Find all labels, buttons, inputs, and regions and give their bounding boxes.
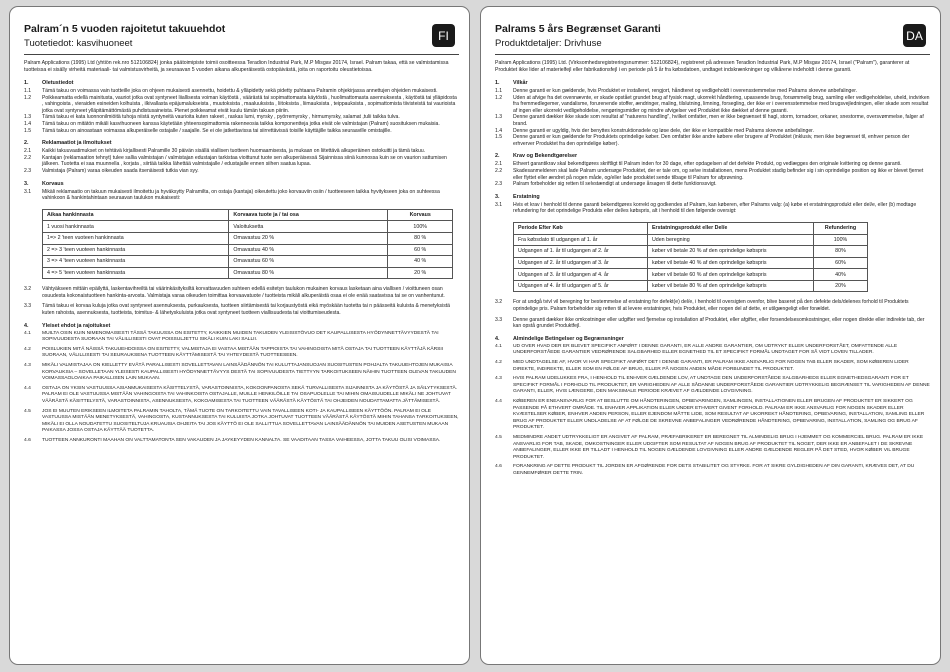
page-subtitle: Produktdetaljer: Drivhuse xyxy=(495,38,602,49)
clause-number: 2.3 xyxy=(24,167,32,174)
clause-number: 3.3 xyxy=(495,316,503,323)
clause-number: 4.3 xyxy=(24,363,31,369)
clause xyxy=(24,95,459,115)
clause xyxy=(24,286,459,299)
clause-text: Denne garanti dækker ikke skade som resultat af "naturens handling", hvilket omfatter, men er ikke begrænset til hagl, storm, tornadoer, orkaner, snestorme, oversvømmelse, falger af brand. xyxy=(513,114,924,127)
clause xyxy=(495,161,930,168)
table-row xyxy=(43,256,453,268)
clause-text: JOS EI MUUTEN ERIKSEEN ILMOITETA PALRAMIN TAHOLTA, TÄMÄ TUOTE ON TARKOITETTU VAIN TAVALLISEEN KOTI- JA KAUPALLISEEN KÄYTTÖÖN. PALRAM EI OLE VASTUUSSA MISTÄÄN MENETYKSESTÄ, VAHINGOSTA, KUSTANNUKSESTA TAI KULUISTA JOTKA JOHTUVAT TUOTTEEN VÄÄRÄSTÄ KÄYTÖSTÄ MIHIN TAHANSA TARKOITUKSEEN, MIKÄLI EI OLLA NOUDATETTU SUOSITELTUJA KRUAUSIA OHJEITA TAI JOS KÄYTTÖ EI OLE SALLITTUA SOVELLETTAVAN LAINSÄÄDÄNNÖN TAI MUIDEN ASETUSTEN MUKAAN PAIKASSA JOSSA OSTAJA KÄYTTÄÄ TUOTETTA. xyxy=(42,408,459,434)
sections-1-3 xyxy=(495,80,930,215)
clause-text: Tämä takuu ei kata luonnonilmiöitä tuhoja niistä syntyneitä vaurioita kuten rakeet , raskas lumi, myrsky , pyörremyrsky , hirmumyrsky, salamat ,tulii taikka tulva. xyxy=(42,114,400,121)
table-row xyxy=(43,232,453,244)
clause xyxy=(24,438,459,445)
table-cell: 3 => 4 'teen vuoteen hankinnasta xyxy=(43,256,229,268)
clause-number: 4.2 xyxy=(24,346,31,352)
clause-text: MED UNDTAGELSE AF, HVOR VI HAR SPECIFIKT ANFØRT DET I DENNE GARANTI, ER PALRAM IKKE ANSVARLIG FOR NOGEN TAB ELLER SKADER, SOM KØBEREN LIDER DIREKTE, INDIREKTE, ELLER SOM EN FØLGE AF BRUG, ELLER PÅ NOGEN ANDEN MÅDE FORBUNDET TIL PRODUKTET. xyxy=(513,360,909,372)
clause-number: 2.2 xyxy=(495,167,503,174)
clause-number: 1.4 xyxy=(495,127,503,134)
section-4 xyxy=(24,323,459,445)
clause xyxy=(24,347,459,360)
table-cell: 40% xyxy=(813,269,867,281)
table-header: Korvaava tuote ja / tai osa xyxy=(229,209,388,221)
section-number: 1. xyxy=(24,80,29,86)
clause xyxy=(495,202,930,215)
table-row xyxy=(514,246,868,258)
section-title: Yleiset ehdot ja rajoitukset xyxy=(42,322,111,329)
clause-text: Tämä takuu on ainoastaan voimassa alkuperäiselle ostajalle / saajalle. Se ei ole jatkettavissa tai siirrettävissä toisille käyttäjille taikka seuraaville omistajille. xyxy=(42,127,392,134)
table-cell: 80 % xyxy=(388,232,453,244)
clause-text: Skadesanmelderen skal lade Palram undersøge Produktet, der er tale om, og selve installationen, mens Produktet stadig befinder sig i sin oprindelige position og ikke er blevet fjernet eller flyttet eller ændret på nogen måde, og/eller lade produktet sende tilbage til Palram for afprøvning. xyxy=(513,167,924,181)
table-cell: køber vil betale 40 % af den oprindelige købspris xyxy=(647,257,813,269)
clause-number: 2.1 xyxy=(24,148,32,155)
table-cell: 1 vuosi hankinnasta xyxy=(43,221,229,233)
clause-number: 1.5 xyxy=(24,127,32,134)
clause-number: 4.6 xyxy=(495,464,502,470)
clause xyxy=(495,88,930,95)
section-2 xyxy=(24,140,459,174)
intro-paragraph: Palram Applications (1995) Ltd. (Virksomhedsregistreringsnummer: 512106824), registreret på adressen Teradion Industrial Park, M.P Misgav 20174, Israel ("Palram"), garanterer at Produktet ikke lider af materielfejl eller fabrikationsfejl i en periode på 5 år fra købsdatoen, undtaget indskrænkninger og vilkårene indeholdt i denne garanti. xyxy=(495,60,910,73)
section-number: 3. xyxy=(24,180,29,187)
table-cell: Udgangen af 3. år til udgangen af 4. år xyxy=(514,269,648,281)
clause-number: 1.1 xyxy=(495,88,503,94)
clause-number: 4.3 xyxy=(495,376,502,382)
table-cell: 20 % xyxy=(388,267,453,279)
clause-text: OSTAJA ON YKSIN VASTUUSSA ASIANMUKAISESTA KÄSITTELYSTÄ, VARASTOINNISTA, KOKOONPANOSTA SEKÄ TURVALLISESTA SIJAINNISTA JA KÄYTÖSTÄ JA SÄILYTYKSESTÄ. PALRAM EI OLE VASTUUSSA MISTÄÄN VAHINGOISTA TAI VAHINKOISTA OSTAJALLE, MUILLE HENKILÖILLE TAI OSAPUOLELLE TAI MIHIN OMAISUUDELLE MIKÄLI NE JOHTUVAT VÄÄRÄSTÄ KÄSITTELYSTÄ, VARASTOINNISTA, ASENNUKSESTA, KOKOAMISESTA TAI TUOTTEEN VÄÄRÄSTÄ KÄYTÖSTÄ TAI OHJEIDEN NOUDATTAMATTA JÄTTÄMISESTÄ. xyxy=(42,385,458,404)
clause xyxy=(495,399,930,432)
section-heading xyxy=(495,153,930,159)
clause-number: 2.3 xyxy=(495,181,503,188)
table-cell: 1=> 2 'teen vuoteen hankinnasta xyxy=(43,232,229,244)
clause-text: MIKÄLI VALMISTAJAA ON KIELLETTY EVÄTÄ PARALLISESTI SOVELLETTAVAN LAINSÄÄDÄNNÖN TAI KULUTTAJANSUOJAN SUOSITUSTEN POHJALTA TAKUUEHTOJEN MUKAISIA KORVAUKSIA – SOVELLETAAN YLEISESTI KAUPALLISESTI HYÖDYNNETTÄVYYS DESTÄ TAI SOPIVUUDESTA TIETTYYN TARKOITUKSEEN NÄIHIN TUOTTEEN OLEVAN TAKUUDEN VOIMASSAOLOAIKAA PAIKALLISEN LAIN MUKAAN. xyxy=(42,363,456,382)
section-3 xyxy=(495,194,930,215)
clause xyxy=(495,134,930,147)
clause xyxy=(495,168,930,181)
clause xyxy=(495,95,930,115)
table-header: Periode Efter Køb xyxy=(514,222,648,234)
clause-text: Poikkeamatta edellä mainitusta, vauriot jotka ovat syntyneet liiallisesta voiman käytöstä , väärästä tai sopimattomasta käytöstä , huolimattomasta asennuksesta , käytöstä tai ylläpidosta , vahingoista , vieraiden esineiden kolhuista , ilkivallasta epäjumalukseista , muutoksista , maaluuksista , liitoksista , liimauksista , teippauksista , sopimattomista tiivisteistä tai vaurioista jotka ovat syntyneet ylläpitämättömästä puhdistusaineista. Pienet poikkeamat eivät kuulu tämän takuun piiriin. xyxy=(42,94,457,114)
clause xyxy=(24,121,459,128)
clause xyxy=(24,386,459,406)
finnish-warranty-page xyxy=(9,6,470,665)
clause-number: 3.3 xyxy=(24,303,32,310)
section-heading xyxy=(495,194,930,200)
clause-number: 1.5 xyxy=(495,134,503,141)
section-title: Erstatning xyxy=(513,193,540,200)
table-header-row xyxy=(43,209,453,221)
clause xyxy=(495,317,930,330)
clause-text: Ethvert garantikrav skal bekendtgøres skriftligt til Palram inden for 30 dage, efter opdagelsen af det defekte Produkt, og vedlægges den originale kvittering og denne garanti. xyxy=(513,161,902,168)
section-3-continued xyxy=(24,286,459,316)
clause xyxy=(495,360,930,373)
divider xyxy=(24,54,459,55)
divider xyxy=(495,54,930,55)
clause-number: 4.1 xyxy=(495,343,502,349)
table-row xyxy=(43,221,453,233)
sections-1-3 xyxy=(24,80,459,202)
clause-text: Kaikki takuuvaatimukset on tehtävä kirjallisesti Palramille 30 päivän sisällä viallisen tuotteen huomaamisesta, ja mukaan on liitettävä alkuperäinen ostokuitti ja tämä takuu. xyxy=(42,148,426,155)
table-cell: 100% xyxy=(388,221,453,233)
section-title: Krav og Bekendtgørelser xyxy=(513,153,578,160)
clause-number: 2.1 xyxy=(495,161,503,168)
table-cell: køber vil betale 80 % af den oprindelige købspris xyxy=(647,280,813,292)
table-row xyxy=(514,234,868,246)
clause xyxy=(24,148,459,155)
language-badge: DA xyxy=(903,24,926,47)
clause-number: 3.2 xyxy=(24,286,32,293)
table-row xyxy=(514,280,868,292)
table-cell: 40 % xyxy=(388,256,453,268)
clause xyxy=(24,168,459,175)
clause-text: POISLUKIEN MITÄ NÄISSÄ TAKUUEHDOISSA ON ESITETTY, VALMISTAJA EI VASTAA MISTÄÄN TAPPIOISTA TAI VAHINGOISTA MITÄ OSTAJA TAI TUOTTEEN KÄYTTÄJÄ KÄRSII SUORAAN, VÄLILLISESTI TAI SEURAUKSENA TUOTTEEN KÄYTTÄMISESTÄ TAI YHTEYDESTÄ TUOTTEESEEN. xyxy=(42,346,444,359)
section-heading xyxy=(495,336,930,342)
clause-text: Denne garanti er kun gældende, hvis Produktet er installeret, rengjort, håndteret og vedligeholdt i overensstemmelse med Palrams skrevne anbefalinger. xyxy=(513,88,858,94)
table-cell: 20% xyxy=(813,280,867,292)
clause-text: FORANKRING AF DETTE PRODUKT TIL JORDEN ER AFGØRENDE FOR DETS STABILITET OG STYRKE. FOR AT SIKRE GYLDIGHEDEN AF DIN GARANTI, KRÆVES DET, AT DU GENNEMFØRER DETTE TRIN. xyxy=(513,464,915,476)
clause xyxy=(24,114,459,121)
clause-number: 4.5 xyxy=(495,434,502,440)
table-row xyxy=(43,244,453,256)
clause-text: Mikäli reklamaatio on takuun mukaisesti ilmoitettu ja hyväksytty Palramilta, on ostaja (kantaja) oikeutettu joko korvauviin osiin / tuotteeseen taikka hyvitykseen joka on suhteessa vahinkoon & hankintahintaan seuraavan taulukon mukaisesti: xyxy=(42,188,440,202)
clause-number: 4.4 xyxy=(24,385,31,391)
clause-number: 4.5 xyxy=(24,408,31,414)
table-cell: 60% xyxy=(813,257,867,269)
clause-text: HVIS PALRAM UDELUKKES FRA, I HENHOLD TIL ENHVER GÆLDENDE LOV, AT UNDTAGE DEN UNDERFORSTÅEDE SALGBARHEDS ELLER EGNETHEDSGARANTI FOR ET SPECIFIKT FORMÅL I FORHOLD TIL PRODUKTET, ER VARIGHEDEN AF ALLE SÅDANNE UNDERFORSTÅEDE GARANTIER UDTRYKKELIG BEGRÆNSET TIL VARIGHEDEN AF DENNE GARANTI, ELLER, HVIS LÆNGERE, DEN MAKSIMALE PERIODE KRÆVET AF GÆLDENDE LOVGIVNING. xyxy=(513,376,930,395)
clause-text: Valmistaja (Palram) varaa oikeuden saada itsenäisesti tutkia vian syy. xyxy=(42,167,199,174)
clause-text: Tämä takuu on mitätön mikäli kasvihuoneen kanssa käytetään yhteensopimattomia rakenneosia taikka komponentteja jotka eivät ole valmistajan (Palram) suosituksen mukaisia. xyxy=(42,120,440,127)
table-row xyxy=(43,267,453,279)
clause-text: Kantajan (reklamaation tehnyt) tulee sallia valmistajan / valmistajan edustajan tarkistaa vioittunut tuote sen alkuperäisessä Sijainnissa siinä kunnossa kuin se on vaurion sattumisen jälkeen. Tuotetta ei saa muunnella , korjata , siirtää taikka lähettää valmistajalle / edustajalle ennen siihen saatua lupaa. xyxy=(42,154,447,168)
table-cell: 2 => 3 'teen vuoteen hankinnasta xyxy=(43,244,229,256)
clause-text: MUILTA OSIN KUIN NIMENOMAISESTI TÄSSÄ TAKUUSSA ON ESITETTY, KAIKKIEN MUIDEN TAKUIDEN YLEISISTÖVUO DET KAUPALLISESTA HYÖDYNNETTÄVYYDESTÄ TAI SOPIVUUDESTA SUORAAN TAI VÄLILLISESTI OVAT POISSULJETTU SIKÄLI KUIN LAKI SALLII. xyxy=(42,330,439,343)
page-title: Palrams 5 års Begrænset Garanti xyxy=(495,23,661,35)
clause xyxy=(495,114,930,127)
table-cell: Udgangen af 2. år til udgangen af 3. år xyxy=(514,257,648,269)
table-cell: Fra købsdato til udgangen af 1. år xyxy=(514,234,648,246)
section-1 xyxy=(495,80,930,147)
table-header: Refundering xyxy=(813,222,867,234)
section-3-continued xyxy=(495,299,930,329)
table-header: Aikaa hankinnasta xyxy=(43,209,229,221)
clause-text: Denne garanti dækker ikke omkostninger eller udgifter ved fjernelse og installation af Produktet, eller afgifter, eller forsendelsesomkostninger, eller nogen direkte eller indirekte tab, der kan opstå grundet Produktfejl. xyxy=(513,316,925,330)
clause xyxy=(495,376,930,396)
clause-text: TUOTTEEN ANNKURONTI MAAHAN ON VALTTAMATONTA SEN VAKAUDEN JA JAYKEYYDEN KANNALTA. SE VAADITAAN TASSA VAIHEESSA, JOTTA TAKUU OLISI VOIMASSA. xyxy=(42,437,441,443)
table-header: Korvaus xyxy=(388,209,453,221)
section-number: 2. xyxy=(24,140,29,147)
clause-number: 2.2 xyxy=(24,154,32,161)
clause-text: For at undgå tvivl vil beregning for bestemmelse af erstatning for defekt(e) del/e, i henhold til oversigten ovenfor, blive baseret på den defekte dels/delenes forhold til Produktets oprindelige pris. Palram forbeholder sig retten til at levere erstatninger, hvis Produktet, eller nogen del af dette, er utilgængeligt eller forældet. xyxy=(513,299,909,313)
clause-number: 1.3 xyxy=(24,114,32,121)
table-cell: Valoituksetta xyxy=(229,221,388,233)
table-cell: 100% xyxy=(813,234,867,246)
table-cell: 60 % xyxy=(388,244,453,256)
section-heading xyxy=(24,140,459,146)
section-title: Korvaus xyxy=(42,180,64,187)
section-heading xyxy=(495,80,930,86)
clause xyxy=(24,303,459,316)
clause xyxy=(24,155,459,168)
clause xyxy=(24,88,459,95)
clause-text: Tämä takuu on voimassa vain tuotteille joka on ohjeen mukaisesti asennettu, hoidettu & ylläpidetty sekä pidetty puhtaana Palramin ohjekirjassa annettujen ohjeiden mukaisesti. xyxy=(42,88,438,94)
clause-number: 1.1 xyxy=(24,88,32,94)
clause-number: 1.2 xyxy=(24,94,32,101)
section-2 xyxy=(495,153,930,187)
table-cell: Omavastuu 20 % xyxy=(229,232,388,244)
clause-number: 4.1 xyxy=(24,330,31,336)
compensation-table xyxy=(42,209,453,280)
section-number: 4. xyxy=(24,322,29,329)
section-title: Reklamaatiot ja ilmoitukset xyxy=(42,140,112,147)
clause-number: 1.4 xyxy=(24,120,32,127)
section-heading xyxy=(24,181,459,187)
clause xyxy=(495,181,930,188)
clause-number: 4.2 xyxy=(495,360,502,366)
table-cell: Omavastuu 60 % xyxy=(229,256,388,268)
clause xyxy=(24,128,459,135)
page-subtitle: Tuotetiedot: kasvihuoneet xyxy=(24,38,133,49)
clause-number: 3.1 xyxy=(24,188,32,195)
table-cell: Omavastuu 40 % xyxy=(229,244,388,256)
clause xyxy=(495,435,930,461)
section-heading xyxy=(24,323,459,329)
intro-paragraph: Palram Applications (1995) Ltd (yhtiön rek.nro 512106824) jonka päätoimipiste toimii osoitteessa Teradion Industrial Park, M.P Misgav 20174, Israel. Palram takaa, että se valmistamissa tuotteissa ei sisälly virheitä materiaali- tai valmistusvirheitä, ja seuraavan 5 vuoden aikana alkuperäisestä ostopäivästä, joita on raportoitu oleustietoissa. xyxy=(24,60,449,73)
clause xyxy=(495,299,930,312)
section-3 xyxy=(24,181,459,202)
section-number: 1. xyxy=(495,80,500,86)
clause-number: 4.6 xyxy=(24,437,31,443)
clause xyxy=(24,409,459,435)
section-title: Oletustiedot xyxy=(42,80,74,86)
clause-number: 3.2 xyxy=(495,299,503,306)
section-number: 2. xyxy=(495,153,500,160)
section-title: Almindelige Betingelser og Begrænsninger xyxy=(513,335,624,342)
language-badge: FI xyxy=(432,24,455,47)
section-1 xyxy=(24,80,459,134)
section-heading xyxy=(24,80,459,86)
clause xyxy=(24,363,459,383)
clause-text: Palram forbeholder sig retten til selvstændigt at undersøge årsagen til dette funktionssvigt. xyxy=(513,181,717,188)
table-cell: køber vil betale 60 % af den oprindelige købspris xyxy=(647,269,813,281)
table-cell: Uden beregning xyxy=(647,234,813,246)
clause xyxy=(495,344,930,357)
clause xyxy=(24,331,459,344)
table-cell: 4 => 5 'teen vuoteen hankinnasta xyxy=(43,267,229,279)
clause-text: Vähtyäkseen mittäin epäilyttä, laskentavihreiltä tai väärinkäsityksiltä korvattavuuden suhteen edellä esitetyn taulukon mukainen korvaus lasketaan aina viallisen / vioittuneen osan osuudesta kokonaistuotteen hankinta-arvosta. Valmistaja varaa oikeuden toimittaa korvaavatuote / tuotteista mikäli alkuperäistä osaa ei ole enää saatavissa tai se on vanhentunut. xyxy=(42,286,445,299)
table-header: Erstatningsprodukt eller Del/e xyxy=(647,222,813,234)
clause xyxy=(495,128,930,135)
section-number: 4. xyxy=(495,335,500,342)
clause-text: Denne garanti er ugyldig, hvis der benyttes konstruktionsdele og løse dele, der ikke er kompatible med Palrams skrevne anbefalinger. xyxy=(513,127,814,134)
clause-number: 1.3 xyxy=(495,114,503,121)
table-header-row xyxy=(514,222,868,234)
table-cell: Omavastuu 80 % xyxy=(229,267,388,279)
compensation-table xyxy=(513,222,868,293)
table-row xyxy=(514,257,868,269)
section-title: Vilkår xyxy=(513,80,528,86)
clause-text: UD OVER HVAD DER ER BLEVET SPECIFIKT ANFØRT I DENNE GARANTI, ER ALLE ANDRE GARANTIER, OM UDTRYKT ELLER UNDERFORSTÅET, OMFATTENDE ALLE UNDERFORSTÅEDE GARANTIER VEDRØRENDE SALGBARHED ELLER EGNETHED TIL ET SPECIFIKT FORMÅL UNDTAGET FOR SÅ VIDT LOVEN TILLADER. xyxy=(513,343,898,356)
clause-text: Tämä takuu ei korvaa kuluja jotka ovat syntyneet asennuksesta, purkauksesta, tuotteen siirtämisestä tai korjaustyöstä eikä myöskään tuotetta tai n päässeitä kuluista & menetyksistä kuten rahoista, asennuksesta, tuotteista, toimitus- & lähetyskuluista jotka ovat syntyneet tuotteen viallisuudesta tai vioittumiseudesta. xyxy=(42,303,450,317)
clause-text: Uden at afvige fra det ovennævnte, er skade opstået grundet brug af fysisk magt, ukorrekt håndtering, upassende brug, forsømmelig brug, samling eller vedligeholdelse, uheld, indvirken fra fremmedlegemer, vandalisme, forurenende stoffer, ændringer, maling, tilslutning, limning, forsegling, der ikke er i overensstemmelse med brugsvejledningen, eller skade som resultat af ingen eller ukorrekt vedligeholdelse, rengøringsmidler og mindre afvigelser ved Produktet ikke dækket af denne garanti. xyxy=(513,94,930,114)
clause-text: MEDMINDRE ANDET UDTRYKKELIGT ER ANGIVET AF PALRAM, PRÆFABRIKERET ER BEREGNET TIL ALMINDELIG BRUG I HJEMMET OG KOMMERCIEL BRUG. PALRAM ER IKKE ANSVARLIG FOR TAB, SKADE, OMKOSTNINGER ELLER UDGIFTER SOM RESULTAT AF NOGEN BRUG AF PRODUKTET TIL NOGET, DER IKKE ER ANBEFALET I DE SKREVNE ANBEFALINGER, ELLER IKKE ER TILLADT I HENHOLD TIL NOGEN GÆLDENDE LOVGIVNING ELLER ANDRE GÆLDENDE REGLER PÅ DET STED, HVOR KØBER VIL BRUGE PRODUKTET. xyxy=(513,434,924,460)
page-title: Palram´n 5 vuoden rajoitetut takuuehdot xyxy=(24,23,226,35)
danish-warranty-page xyxy=(480,6,941,665)
table-cell: Udgangen af 1. år til udgangen af 2. år xyxy=(514,246,648,258)
clause-text: Hvis et krav i henhold til denne garanti bekendtgøres korrekt og godkendes af Palram, kan køberen, efter Palrams valg: (a) købe et erstatningsprodukt eller del/e, eller (b) modtage refundering for det oprindelige Produkts eller del/es købspris, alt i henhold til den følgende oversigt: xyxy=(513,201,917,215)
clause-number: 4.4 xyxy=(495,399,502,404)
table-cell: 80% xyxy=(813,246,867,258)
clause xyxy=(24,189,459,202)
clause-text: Denne garanti er kun gældende for Produktets oprindelige køber. Den omfatter ikke andre købere eller brugere af Produktet (inklusiv, men ikke begrænset til, enhver person der erhverver Produktet fra den oprindelige køber). xyxy=(513,134,910,147)
clause-number: 1.2 xyxy=(495,94,503,101)
table-cell: køber vil betale 20 % af den oprindelige købspris xyxy=(647,246,813,258)
clause xyxy=(495,464,930,477)
section-number: 3. xyxy=(495,193,500,200)
section-4 xyxy=(495,336,930,478)
clause-number: 3.1 xyxy=(495,201,503,208)
clause-text: KØBEREN ER ENEANSVARLIG FOR AT BESLUTTE OM HÅNDTERINGEN, OPBEVARINGEN, SAMLINGEN, INSTALLATIONEN ELLER BRUGEN AF PRODUKTET ER SIKKERT OG PASSENDE PÅ ETHVERT OMRÅDE. TIL ENHVER APPLIKATION ELLER UNDER ETHVERT GIVENT FORHOLD. PALRAM ER IKKE ANSVARLIG FOR NOGEN SKADER ELLER KVÆSTELSER KØBER, ENHVER ANDEN PERSON, ELLER EJENDOM MÅTTE LIDE, SOM RESULTAT AF UKORREKT HÅNDTERING, OPBEVARING, INSTALLATION, SAMLING ELLER BRUG AF PRODUKTET ELLER UNDLADELSE AF AT FØLGE DE SKREVNE ANBEFALINGER VEDRØRENDE HÅNDTERING, OPBEVARING, INSTALLATION, SAMLING OG BRUG AF PRODUKTET. xyxy=(513,399,925,431)
table-cell: Udgangen af 4. år til udgangen af 5. år xyxy=(514,280,648,292)
table-row xyxy=(514,269,868,281)
